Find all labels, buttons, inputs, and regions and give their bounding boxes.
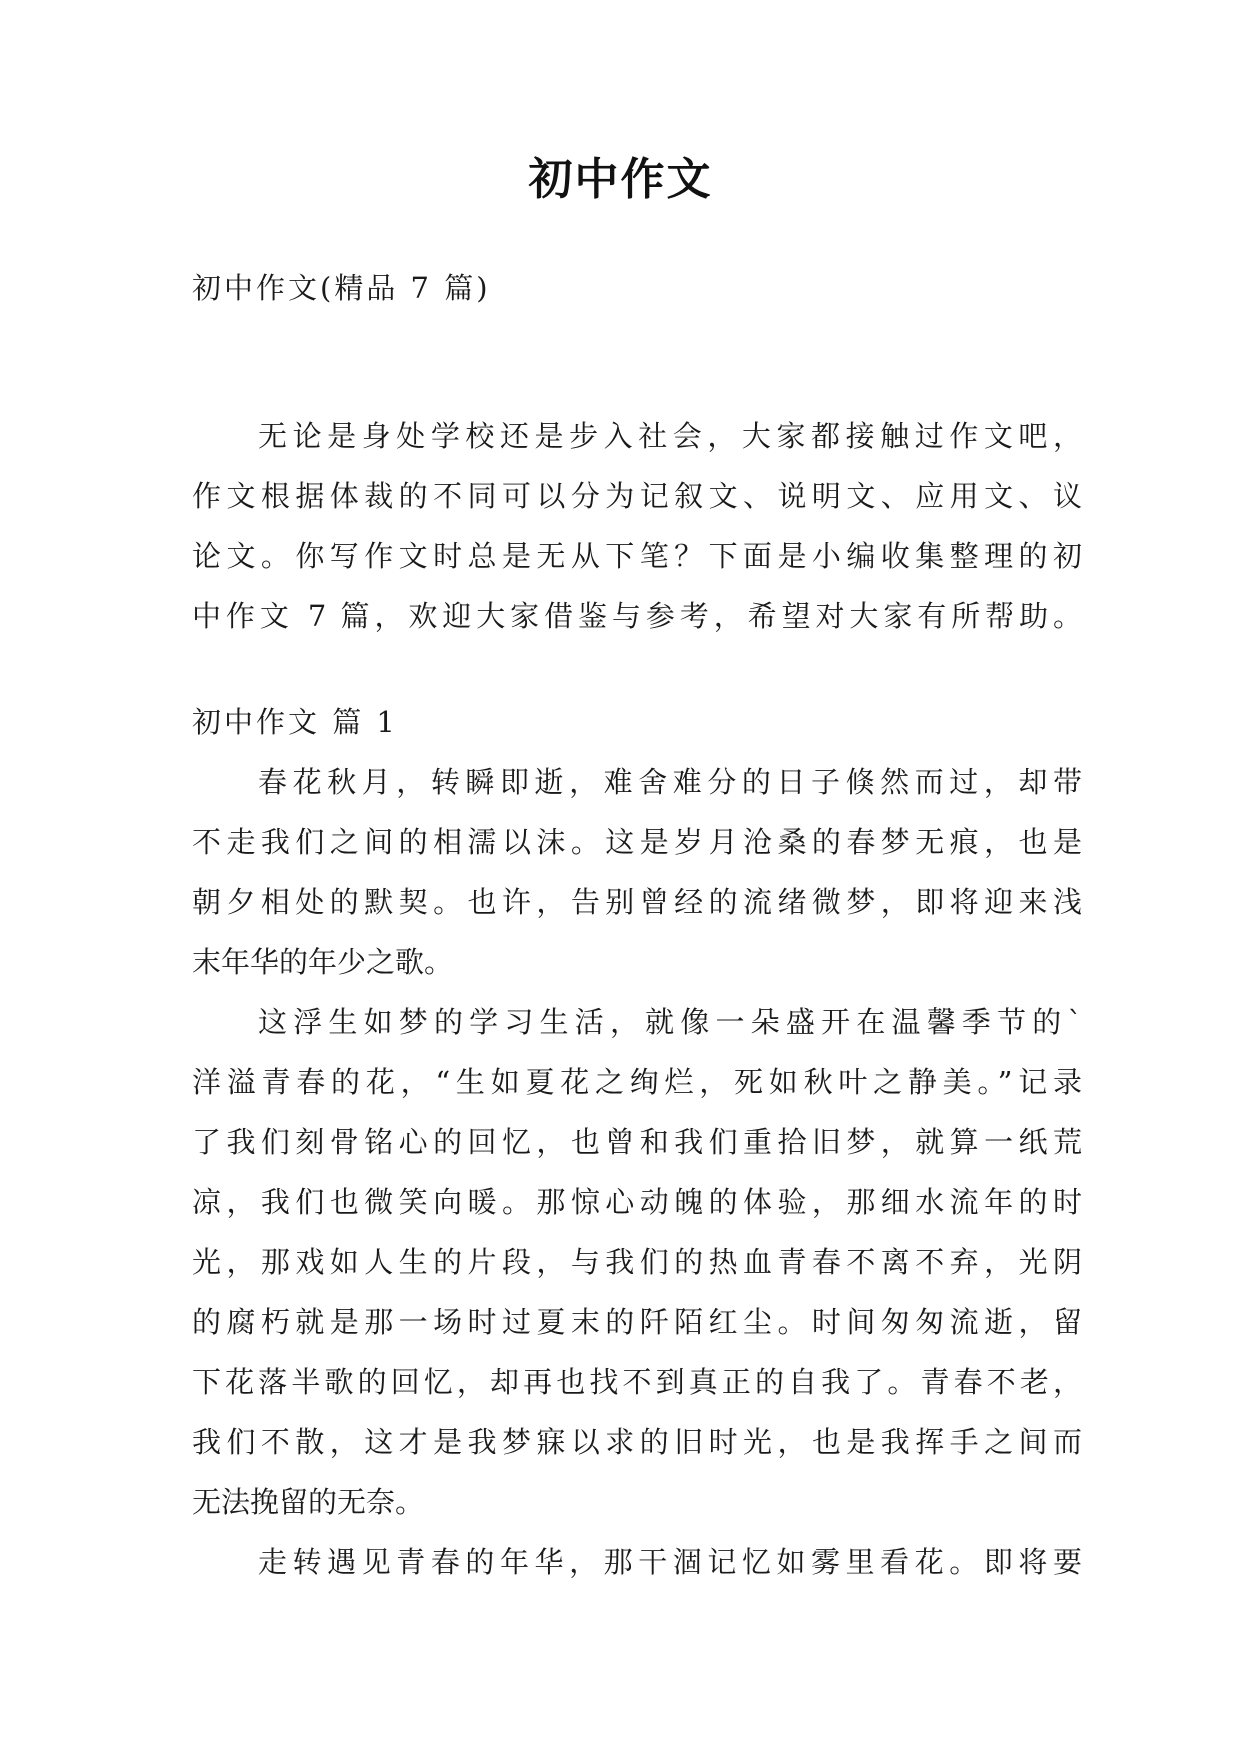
essay-line: 光，那戏如人生的片段，与我们的热血青春不离不弃，光阴	[192, 1245, 1082, 1279]
intro-line: 无论是身处学校还是步入社会，大家都接触过作文吧，	[258, 419, 1082, 453]
essay-line: 无法挽留的无奈。	[192, 1485, 425, 1519]
essay-line: 不走我们之间的相濡以沫。这是岁月沧桑的春梦无痕，也是	[192, 825, 1082, 859]
essay-line: 走转遇见青春的年华，那干涸记忆如雾里看花。即将要	[258, 1545, 1082, 1579]
essay-line: 下花落半歌的回忆，却再也找不到真正的自我了。青春不老，	[192, 1365, 1082, 1399]
intro-paragraph	[192, 406, 1082, 646]
essay-line: 朝夕相处的默契。也许，告别曾经的流绪微梦，即将迎来浅	[192, 885, 1082, 919]
document-subtitle: 初中作文(精品 7 篇)	[192, 271, 491, 305]
essay-line: 我们不散，这才是我梦寐以求的旧时光，也是我挥手之间而	[192, 1425, 1082, 1459]
section-heading: 初中作文 篇 1	[192, 705, 398, 739]
intro-line: 作文根据体裁的不同可以分为记叙文、说明文、应用文、议	[192, 479, 1082, 513]
essay-line: 这浮生如梦的学习生活，就像一朵盛开在温馨季节的`	[258, 1005, 1082, 1039]
essay-line: 凉，我们也微笑向暖。那惊心动魄的体验，那细水流年的时	[192, 1185, 1082, 1219]
essay-body	[192, 752, 1082, 1592]
essay-line: 的腐朽就是那一场时过夏末的阡陌红尘。时间匆匆流逝，留	[192, 1305, 1082, 1339]
essay-line: 末年华的年少之歌。	[192, 945, 454, 979]
document-title: 初中作文	[528, 154, 713, 205]
essay-line: 了我们刻骨铭心的回忆，也曾和我们重拾旧梦，就算一纸荒	[192, 1125, 1082, 1159]
essay-line: 春花秋月，转瞬即逝，难舍难分的日子倏然而过，却带	[258, 765, 1082, 799]
essay-line: 洋溢青春的花，“生如夏花之绚烂，死如秋叶之静美。”记录	[192, 1065, 1082, 1099]
intro-line: 中作文 7 篇，欢迎大家借鉴与参考，希望对大家有所帮助。	[192, 599, 1082, 633]
intro-line: 论文。你写作文时总是无从下笔？下面是小编收集整理的初	[192, 539, 1082, 573]
